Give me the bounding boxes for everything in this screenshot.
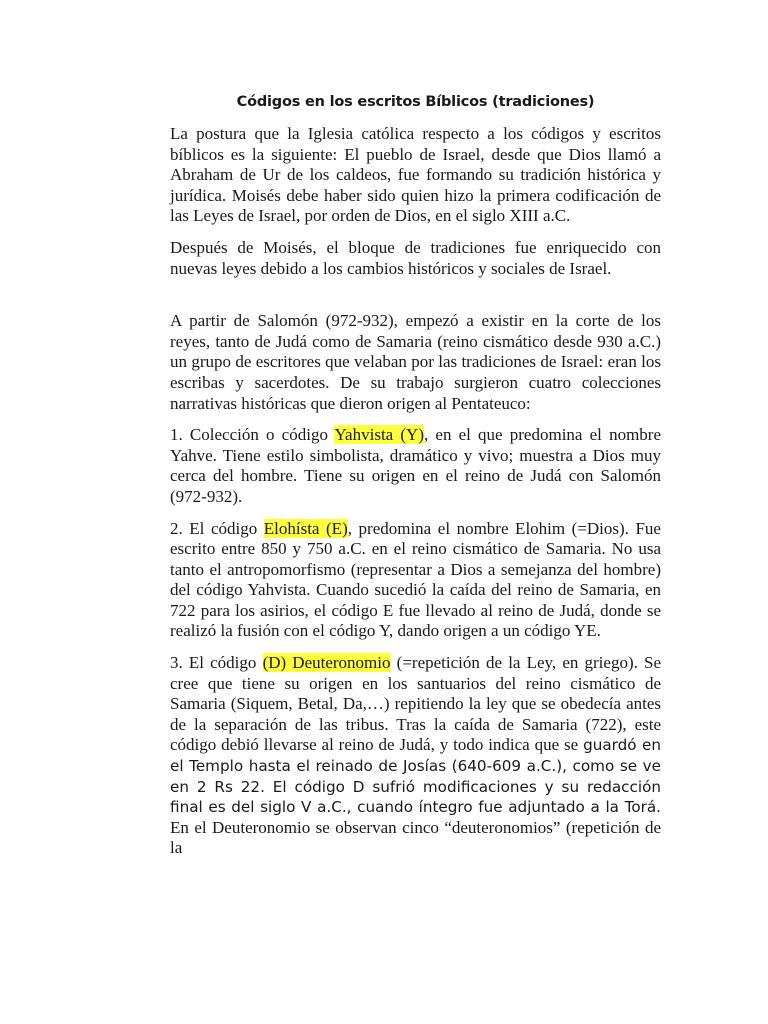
paragraph-deuteronomio-rest: (=repetición de la Ley, en griego). Se cree que tiene su origen en los santuarios del reino cismático de Samaria (Siquem, Betal, Da,…) repitiendo la ley que se obedecía antes de la separación de las tribus. Tras la caída de Samaria (722), este código debió llevarse al reino de Judá, y todo indica que se [170,653,661,755]
paragraph-elohista-rest: , predomina el nombre Elohim (=Dios). Fue escrito entre 850 y 750 a.C. en el reino cismático de Samaria. No usa tanto el antropomorfismo (representar a Dios a semejanza del hombre) del código Yahvista. Cuando sucedió la caída del reino de Samaria, en 722 para los asirios, el código E fue llevado al reino de Judá, donde se realizó la fusión con el código Y, dando origen a un código YE. [170,518,661,641]
paragraph-3: A partir de Salomón (972-932), empezó a existir en la corte de los reyes, tanto de Judá como de Samaria (reino cismático desde 930 a.C.) un grupo de escritores que velaban por las tradiciones de Israel: eran los escribas y sacerdotes. De su trabajo surgieron cuatro colecciones narrativas históricas que dieron origen al Pentateuco: [170,311,661,413]
highlight-yahvista: Yahvista (Y) [334,425,424,445]
paragraph-yahvista-rest: , en el que predomina el nombre Yahve. Tiene estilo simbolista, dramático y vivo; muestra a Dios muy cerca del hombre. Tiene su origen en el reino de Judá con Salomón (972-932). [170,425,661,506]
paragraph-deuteronomio-tail: En el Deuteronomio se observan cinco “deuteronomios” (repetición de la [170,817,661,858]
paragraph-deuteronomio [170,653,661,859]
paragraph-deuteronomio-sans-segment: guardó en el Templo hasta el reinado de Josías (640-609 a.C.), como se ve en 2 Rs 22. El código D sufrió modificaciones y su redacción final es del siglo V a.C., cuando íntegro fue adjuntado a la Torá. [170,736,661,817]
paragraph-elohista [170,519,661,643]
paragraph-yahvista [170,425,661,507]
paragraph-deuteronomio-lead: 3. El código [170,653,263,673]
document-title: Códigos en los escritos Bíblicos (tradiciones) [236,94,595,110]
paragraph-1: La postura que la Iglesia católica respecto a los códigos y escritos bíblicos es la siguiente: El pueblo de Israel, desde que Dios llamó a Abraham de Ur de los caldeos, fue formando su tradición histórica y jurídica. Moisés debe haber sido quien hizo la primera codificación de las Leyes de Israel, por orden de Dios, en el siglo XIII a.C. [170,124,661,226]
highlight-deuteronomio: (D) Deuteronomio [262,653,391,673]
highlight-elohista: Elohísta (E) [263,518,348,538]
document-page [170,92,661,870]
paragraph-yahvista-lead: 1. Colección o código [170,425,335,445]
paragraph-elohista-lead: 2. El código [170,518,264,538]
paragraph-2: Después de Moisés, el bloque de tradiciones fue enriquecido con nuevas leyes debido a los cambios históricos y sociales de Israel. [170,237,661,278]
